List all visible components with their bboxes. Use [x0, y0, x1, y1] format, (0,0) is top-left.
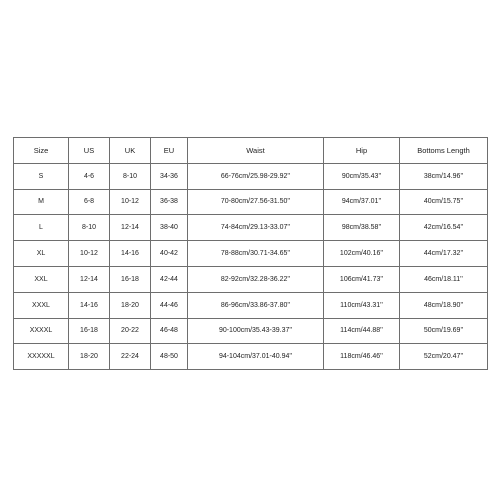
cell-uk: 20-22: [110, 318, 151, 344]
cell-bottoms-length: 44cm/17.32'': [400, 241, 488, 267]
cell-hip: 106cm/41.73'': [324, 266, 400, 292]
cell-uk: 10-12: [110, 189, 151, 215]
cell-size: S: [14, 163, 69, 189]
cell-uk: 14-16: [110, 241, 151, 267]
cell-us: 16-18: [69, 318, 110, 344]
cell-waist: 78-88cm/30.71-34.65'': [188, 241, 324, 267]
cell-hip: 114cm/44.88'': [324, 318, 400, 344]
table-row: [14, 292, 488, 318]
table-row: [14, 215, 488, 241]
table-body: [14, 163, 488, 369]
cell-us: 18-20: [69, 344, 110, 370]
cell-waist: 70-80cm/27.56-31.50'': [188, 189, 324, 215]
cell-eu: 34-36: [151, 163, 188, 189]
cell-hip: 94cm/37.01'': [324, 189, 400, 215]
cell-eu: 42-44: [151, 266, 188, 292]
header-size: Size: [14, 138, 69, 164]
cell-hip: 102cm/40.16'': [324, 241, 400, 267]
table-row: [14, 241, 488, 267]
cell-bottoms-length: 42cm/16.54'': [400, 215, 488, 241]
size-chart-table: [13, 137, 488, 370]
table-row: [14, 266, 488, 292]
cell-size: XXXL: [14, 292, 69, 318]
table-row: [14, 344, 488, 370]
cell-waist: 74-84cm/29.13-33.07'': [188, 215, 324, 241]
table-row: [14, 163, 488, 189]
header-row: [14, 138, 488, 164]
cell-bottoms-length: 50cm/19.69'': [400, 318, 488, 344]
cell-waist: 86-96cm/33.86-37.80'': [188, 292, 324, 318]
cell-waist: 94-104cm/37.01-40.94'': [188, 344, 324, 370]
cell-bottoms-length: 46cm/18.11'': [400, 266, 488, 292]
cell-hip: 118cm/46.46'': [324, 344, 400, 370]
header-eu: EU: [151, 138, 188, 164]
cell-hip: 110cm/43.31'': [324, 292, 400, 318]
cell-eu: 38-40: [151, 215, 188, 241]
cell-size: L: [14, 215, 69, 241]
header-us: US: [69, 138, 110, 164]
cell-bottoms-length: 48cm/18.90'': [400, 292, 488, 318]
cell-eu: 48-50: [151, 344, 188, 370]
cell-us: 10-12: [69, 241, 110, 267]
cell-uk: 16-18: [110, 266, 151, 292]
cell-us: 6-8: [69, 189, 110, 215]
cell-us: 8-10: [69, 215, 110, 241]
cell-eu: 46-48: [151, 318, 188, 344]
header-waist: Waist: [188, 138, 324, 164]
header-hip: Hip: [324, 138, 400, 164]
cell-eu: 36-38: [151, 189, 188, 215]
table-header: [14, 138, 488, 164]
cell-size: XXXXXL: [14, 344, 69, 370]
cell-waist: 66-76cm/25.98-29.92'': [188, 163, 324, 189]
cell-size: XL: [14, 241, 69, 267]
cell-hip: 98cm/38.58'': [324, 215, 400, 241]
cell-eu: 40-42: [151, 241, 188, 267]
cell-waist: 90-100cm/35.43-39.37'': [188, 318, 324, 344]
cell-eu: 44-46: [151, 292, 188, 318]
cell-uk: 18-20: [110, 292, 151, 318]
cell-size: M: [14, 189, 69, 215]
cell-hip: 90cm/35.43'': [324, 163, 400, 189]
cell-us: 4-6: [69, 163, 110, 189]
cell-waist: 82-92cm/32.28-36.22'': [188, 266, 324, 292]
header-bottoms-length: Bottoms Length: [400, 138, 488, 164]
cell-us: 14-16: [69, 292, 110, 318]
cell-bottoms-length: 40cm/15.75'': [400, 189, 488, 215]
table-row: [14, 189, 488, 215]
cell-size: XXXXL: [14, 318, 69, 344]
cell-uk: 22-24: [110, 344, 151, 370]
cell-bottoms-length: 38cm/14.96'': [400, 163, 488, 189]
cell-size: XXL: [14, 266, 69, 292]
header-uk: UK: [110, 138, 151, 164]
cell-bottoms-length: 52cm/20.47'': [400, 344, 488, 370]
cell-uk: 8-10: [110, 163, 151, 189]
cell-us: 12-14: [69, 266, 110, 292]
table-row: [14, 318, 488, 344]
cell-uk: 12-14: [110, 215, 151, 241]
